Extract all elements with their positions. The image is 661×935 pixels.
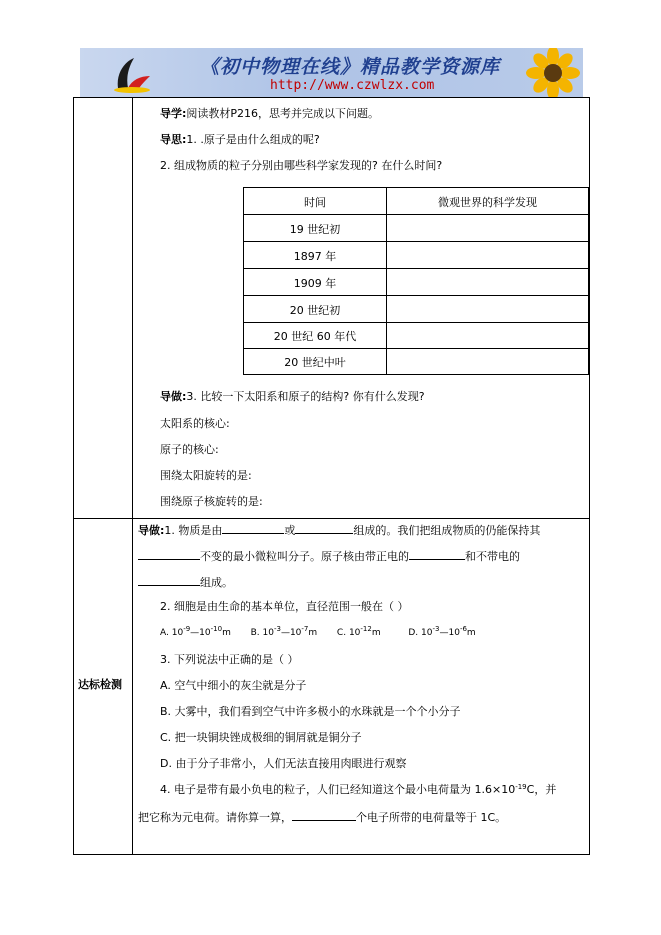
question-2-options bbox=[160, 626, 476, 640]
answer-blank[interactable] bbox=[138, 574, 200, 586]
table-header-discovery: 微观世界的科学发现 bbox=[438, 196, 537, 209]
row-divider bbox=[73, 518, 590, 519]
table-header-time: 时间 bbox=[304, 196, 326, 209]
option-a[interactable]: A. $10^{-9}—10^{-10}m$ bbox=[160, 625, 231, 638]
question-3-stem: 3. 下列说法中正确的是（ ） bbox=[160, 653, 299, 666]
fill-q1-line3: 组成。 bbox=[138, 574, 233, 590]
atom-core-line: 原子的核心: bbox=[160, 443, 219, 456]
question-2: 2. 组成物质的粒子分别由哪些科学家发现的? 在什么时间? bbox=[160, 159, 443, 172]
table-col-divider bbox=[386, 188, 387, 374]
table-row-line bbox=[244, 348, 588, 349]
fill-q1-line2: 不变的最小微粒叫分子。原子核由带正电的 和不带电的 bbox=[138, 548, 520, 564]
answer-blank[interactable] bbox=[295, 522, 353, 534]
banner-title: 《初中物理在线》精品教学资源库 bbox=[200, 56, 501, 78]
orbit-sun-line: 围绕太阳旋转的是: bbox=[160, 469, 252, 482]
table-cell-time: 1897 年 bbox=[293, 250, 337, 263]
discovery-table bbox=[243, 187, 589, 375]
banner-url[interactable]: http://www.czwlzx.com bbox=[270, 78, 435, 93]
option-c[interactable]: C. 把一块铜块锉成极细的铜屑就是铜分子 bbox=[160, 731, 362, 744]
option-d[interactable]: D. 由于分子非常小，人们无法直接用肉眼进行观察 bbox=[160, 757, 407, 770]
option-b[interactable]: B. $10^{-3}—10^{-7}m$ bbox=[250, 625, 318, 638]
fill-q1-line1: 导做:1. 物质是由 或 组成的。我们把组成物质的仍能保持其 bbox=[138, 524, 541, 537]
table-cell-time: 20 世纪中叶 bbox=[284, 356, 346, 369]
site-logo-icon bbox=[110, 54, 154, 94]
sunflower-icon bbox=[503, 48, 583, 98]
daosi-line: 导思:1. .原子是由什么组成的呢? bbox=[160, 133, 320, 146]
table-cell-time: 20 世纪 60 年代 bbox=[273, 330, 357, 343]
table-cell-time: 20 世纪初 bbox=[289, 304, 341, 317]
table-row-line bbox=[244, 214, 588, 215]
option-d[interactable]: D. $10^{-3}—10^{-6}m$ bbox=[408, 625, 476, 638]
answer-blank[interactable] bbox=[138, 548, 200, 560]
table-row-line bbox=[244, 295, 588, 296]
orbit-nucleus-line: 围绕原子核旋转的是: bbox=[160, 495, 263, 508]
answer-blank[interactable] bbox=[409, 548, 465, 560]
header-banner bbox=[80, 48, 583, 98]
section-label-check: 达标检测 bbox=[78, 678, 122, 691]
answer-blank[interactable] bbox=[292, 809, 356, 821]
table-row-line bbox=[244, 322, 588, 323]
option-b[interactable]: B. 大雾中，我们看到空气中许多极小的水珠就是一个个小分子 bbox=[160, 705, 461, 718]
question-4-line1: 4. 电子是带有最小负电的粒子，人们已经知道这个最小电荷量为 $1.6\times 10^{-19}C$，并 bbox=[160, 783, 557, 796]
table-cell-time: 19 世纪初 bbox=[289, 223, 341, 236]
question-4-line2: 把它称为元电荷。请你算一算， 个电子所带的电荷量等于 1C。 bbox=[138, 811, 507, 824]
table-row-line bbox=[244, 268, 588, 269]
table-row-line bbox=[244, 241, 588, 242]
daozuo-line: 导做:3. 比较一下太阳系和原子的结构? 你有什么发现? bbox=[160, 390, 425, 403]
option-a[interactable]: A. 空气中细小的灰尘就是分子 bbox=[160, 679, 307, 692]
solar-core-line: 太阳系的核心: bbox=[160, 417, 230, 430]
daoxue-line: 导学:阅读教材P216，思考并完成以下问题。 bbox=[160, 107, 380, 120]
answer-blank[interactable] bbox=[222, 522, 284, 534]
table-cell-time: 1909 年 bbox=[293, 277, 337, 290]
question-2-stem: 2. 细胞是由生命的基本单位，直径范围一般在（ ） bbox=[160, 600, 409, 613]
option-c[interactable]: C. $10^{-12}m$ bbox=[336, 625, 381, 638]
column-divider bbox=[132, 97, 133, 855]
